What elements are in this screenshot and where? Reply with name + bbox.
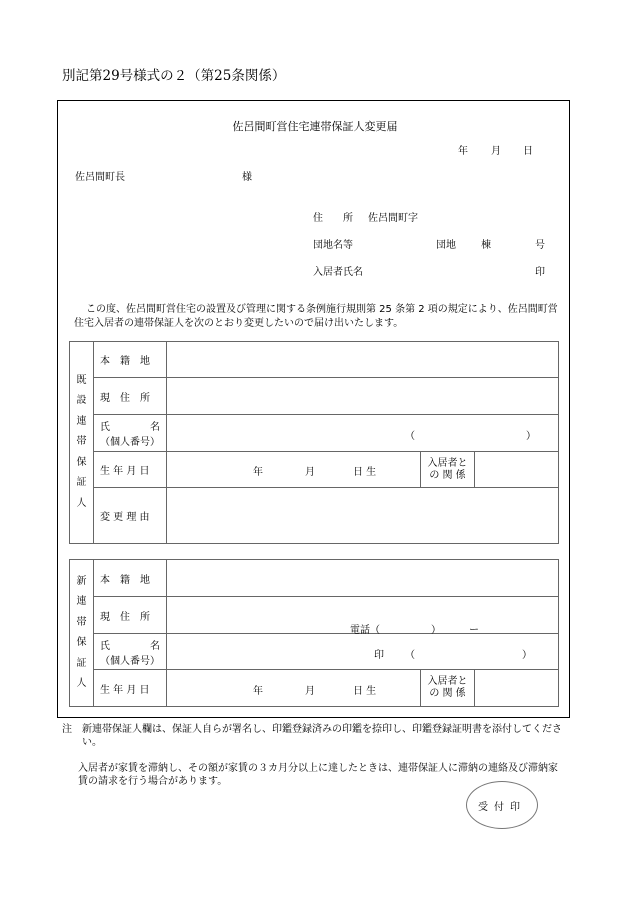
addressee-name: 佐呂間町長 [75, 172, 125, 183]
existing-domicile-label: 本 籍 地 [94, 342, 167, 378]
new-paren-open: （ [405, 650, 415, 661]
new-phone-label: 電話（ [350, 625, 380, 636]
new-group-label: 新 連 帯 保 証 人 [70, 560, 94, 707]
new-phone-dash: ー [469, 625, 479, 636]
existing-reason-label: 変 更 理 由 [94, 488, 167, 544]
note-prefix: 注 [62, 724, 72, 735]
existing-reason-field[interactable] [167, 488, 559, 544]
new-birth-month: 月 [305, 686, 315, 697]
complex-label: 団地名等 [313, 240, 353, 251]
existing-domicile-field[interactable] [167, 342, 559, 378]
address-label: 住 所 [313, 213, 353, 224]
danchi-label: 団地 [436, 240, 456, 251]
building-label: 棟 [481, 240, 491, 251]
note-2: 入居者が家賃を滞納し、その額が家賃の３カ月分以上に達したときは、連帯保証人に滞納の連絡及び滞納家賃の請求を行う場合があります。 [78, 763, 558, 787]
form-label: 別記第29号様式の２（第25条関係） [62, 68, 286, 84]
date-day: 日 [523, 146, 533, 157]
existing-name-label: 氏 名 （個人番号） [94, 415, 167, 452]
existing-relation-label: 入居者と の 関 係 [421, 452, 475, 488]
address-value: 佐呂間町字 [368, 213, 418, 224]
existing-birth-field[interactable] [167, 452, 421, 488]
declaration-paragraph: この度、佐呂間町営住宅の設置及び管理に関する条例施行規則第 25 条第 2 項の規定により、佐呂間町営住宅入居者の連帯保証人を次のとおり変更したいので届け出いたします。 [74, 304, 558, 329]
new-relation-field[interactable] [475, 670, 559, 707]
new-paren-close: ） [522, 650, 532, 661]
existing-group-label: 既 設 連 帯 保 証 人 [70, 342, 94, 544]
existing-name-field[interactable] [167, 415, 559, 452]
new-address-field[interactable] [167, 597, 559, 634]
new-birth-field[interactable] [167, 670, 421, 707]
note-1: 注 新連帯保証人欄は、保証人自らが署名し、印鑑登録済みの印鑑を捺印し、印鑑登録証明書を添付してください。 [62, 724, 562, 748]
receipt-seal: 受付印 [466, 781, 538, 829]
number-label: 号 [535, 240, 545, 251]
existing-birth-day: 日 生 [353, 467, 377, 478]
new-relation-label: 入居者と の 関 係 [421, 670, 475, 707]
resident-seal: 印 [535, 267, 545, 278]
existing-paren-close: ） [526, 431, 536, 442]
new-name-field[interactable] [167, 634, 559, 670]
existing-address-label: 現 住 所 [94, 378, 167, 415]
existing-address-field[interactable] [167, 378, 559, 415]
addressee-honorific: 様 [242, 172, 252, 183]
new-domicile-field[interactable] [167, 560, 559, 597]
existing-relation-field[interactable] [475, 452, 559, 488]
existing-guarantor-table [69, 341, 559, 544]
new-name-label: 氏 名 （個人番号） [94, 634, 167, 670]
new-birth-label: 生 年 月 日 [94, 670, 167, 707]
new-domicile-label: 本 籍 地 [94, 560, 167, 597]
new-phone-close: ） [431, 625, 441, 636]
existing-birth-month: 月 [305, 467, 315, 478]
new-seal: 印 [374, 650, 384, 661]
existing-birth-label: 生 年 月 日 [94, 452, 167, 488]
new-birth-day: 日 生 [353, 686, 377, 697]
date-month: 月 [491, 146, 501, 157]
existing-birth-year: 年 [253, 467, 263, 478]
existing-paren-open: （ [405, 431, 415, 442]
date-year: 年 [458, 146, 468, 157]
new-address-label: 現 住 所 [94, 597, 167, 634]
resident-name-label: 入居者氏名 [313, 267, 363, 278]
new-birth-year: 年 [253, 686, 263, 697]
new-guarantor-table [69, 559, 559, 707]
form-title: 佐呂間町営住宅連帯保証人変更届 [232, 120, 398, 133]
